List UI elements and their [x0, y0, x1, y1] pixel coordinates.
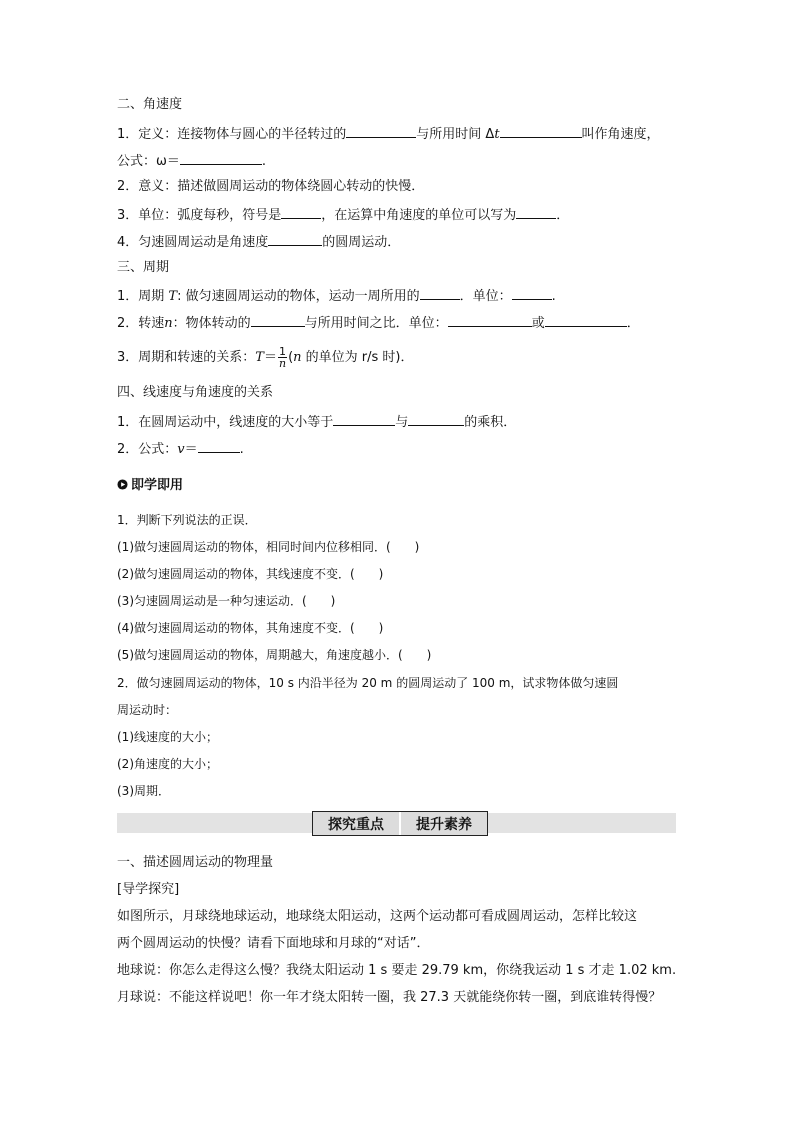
blank [408, 412, 464, 426]
text: ，在运算中角速度的单位可以写为 [321, 208, 517, 223]
blank [251, 313, 305, 327]
variable: T [255, 350, 264, 365]
text: ( [288, 350, 294, 365]
blank [448, 313, 532, 327]
variable: t [494, 127, 500, 142]
question-1-item-2: (2)做匀速圆周运动的物体，其线速度不变．( ) [117, 567, 384, 581]
text: . [239, 442, 244, 457]
earth-says: 地球说：你怎么走得这么慢？我绕太阳运动 1 s 要走 29.79 km，你绕我运动 1 s 才走 1.02 km. [117, 963, 677, 978]
text: ：物体转动的 [172, 316, 251, 331]
blank [420, 286, 460, 300]
text: 2．公式： [117, 442, 178, 457]
text: ．单位： [459, 289, 512, 304]
text: 或 [531, 316, 545, 331]
question-2: 2．做匀速圆周运动的物体，10 s 内沿半径为 20 m 的圆周运动了 100 m，试求物体做匀速圆 [117, 676, 619, 690]
variable: T [168, 289, 178, 304]
question-1-item-4: (4)做匀速圆周运动的物体，其角速度不变．( ) [117, 621, 384, 635]
blank [268, 232, 322, 246]
question-2-sub-1: (1)线速度的大小； [117, 730, 218, 744]
text: 公式：ω＝ [117, 154, 180, 169]
blank [281, 205, 321, 219]
text: 3．单位：弧度每秒，符号是 [117, 208, 282, 223]
text: 1．定义：连接物体与圆心的半径转过的 [117, 127, 347, 142]
question-2-sub-2: (2)角速度的大小； [117, 757, 218, 771]
variable: n [164, 316, 173, 331]
blank [198, 439, 240, 453]
explore-heading: 一、描述圆周运动的物理量 [117, 855, 274, 870]
blank [500, 124, 582, 138]
explore-tag: [导学探究] [117, 882, 180, 897]
text: 与 [395, 415, 409, 430]
question-2-sub-3: (3)周期． [117, 784, 170, 798]
unit-line [117, 205, 569, 225]
formula-line [117, 151, 266, 171]
text: 与所用时间 Δ [416, 127, 495, 142]
explore-paragraph-1: 如图所示，月球绕地球运动，地球绕太阳运动，这两个运动都可看成圆周运动，怎样比较这 [117, 909, 638, 924]
text: 2．转速 [117, 316, 165, 331]
heading-linear-angular-relation: 四、线速度与角速度的关系 [117, 385, 274, 400]
explore-paragraph-2: 两个圆周运动的快慢？请看下面地球和月球的“对话”． [117, 936, 430, 951]
question-2-cont: 周运动时： [117, 703, 178, 717]
text: 的单位为 r/s 时)． [301, 350, 414, 365]
text: 的圆周运动． [322, 235, 401, 250]
question-1-item-1: (1)做匀速圆周运动的物体，相同时间内位移相同．( ) [117, 540, 420, 554]
text: ． [556, 208, 570, 223]
blank [180, 151, 262, 165]
moon-says: 月球说：不能这样说吧！你一年才绕太阳转一圈，我 27.3 天就能绕你转一圈，到底谁转得慢？ [117, 990, 662, 1005]
question-1-item-5: (5)做匀速圆周运动的物体，周期越大，角速度越小．( ) [117, 648, 432, 662]
meaning-line: 2．意义：描述做圆周运动的物体绕圆心转动的快慢． [117, 179, 425, 194]
text: 3．周期和转速的关系： [117, 350, 256, 365]
heading-angular-velocity: 二、角速度 [117, 97, 183, 112]
question-1: 1．判断下列说法的正误． [117, 513, 257, 527]
text: 叫作角速度， [581, 127, 660, 142]
blank [346, 124, 416, 138]
numerator: 1 [279, 345, 287, 358]
relation-line [117, 412, 516, 432]
text: 即学即用 [131, 478, 184, 493]
blank [333, 412, 395, 426]
blank [516, 205, 556, 219]
blank [545, 313, 627, 327]
period-speed-relation-line [117, 346, 413, 369]
period-line [117, 286, 556, 306]
question-1-item-3: (3)匀速圆周运动是一种匀速运动．( ) [117, 594, 336, 608]
section-banner [312, 811, 488, 836]
velocity-formula-line [117, 439, 244, 459]
practice-heading [117, 477, 183, 495]
text: 1．周期 [117, 289, 169, 304]
text: 与所用时间之比．单位： [304, 316, 448, 331]
variable: n [293, 350, 302, 365]
text: 的乘积． [464, 415, 517, 430]
text: ＝ [184, 442, 198, 457]
text: : 做匀速圆周运动的物体，运动一周所用的 [177, 289, 420, 304]
text: ． [626, 316, 640, 331]
text: 1．在圆周运动中，线速度的大小等于 [117, 415, 334, 430]
banner-left-label: 探究重点 [313, 812, 399, 835]
definition-line [117, 124, 660, 144]
text: ＝ [263, 350, 277, 365]
blank [512, 286, 552, 300]
heading-period: 三、周期 [117, 260, 170, 275]
play-circle-icon [117, 479, 128, 490]
text: . [551, 289, 556, 304]
text: 4．匀速圆周运动是角速度 [117, 235, 269, 250]
variable: v [177, 442, 185, 457]
rotation-speed-line [117, 313, 640, 333]
text: . [261, 154, 267, 169]
uniform-circular-line [117, 232, 400, 252]
denominator: n [278, 357, 287, 370]
banner-right-label: 提升素养 [399, 812, 487, 835]
fraction [278, 346, 287, 369]
